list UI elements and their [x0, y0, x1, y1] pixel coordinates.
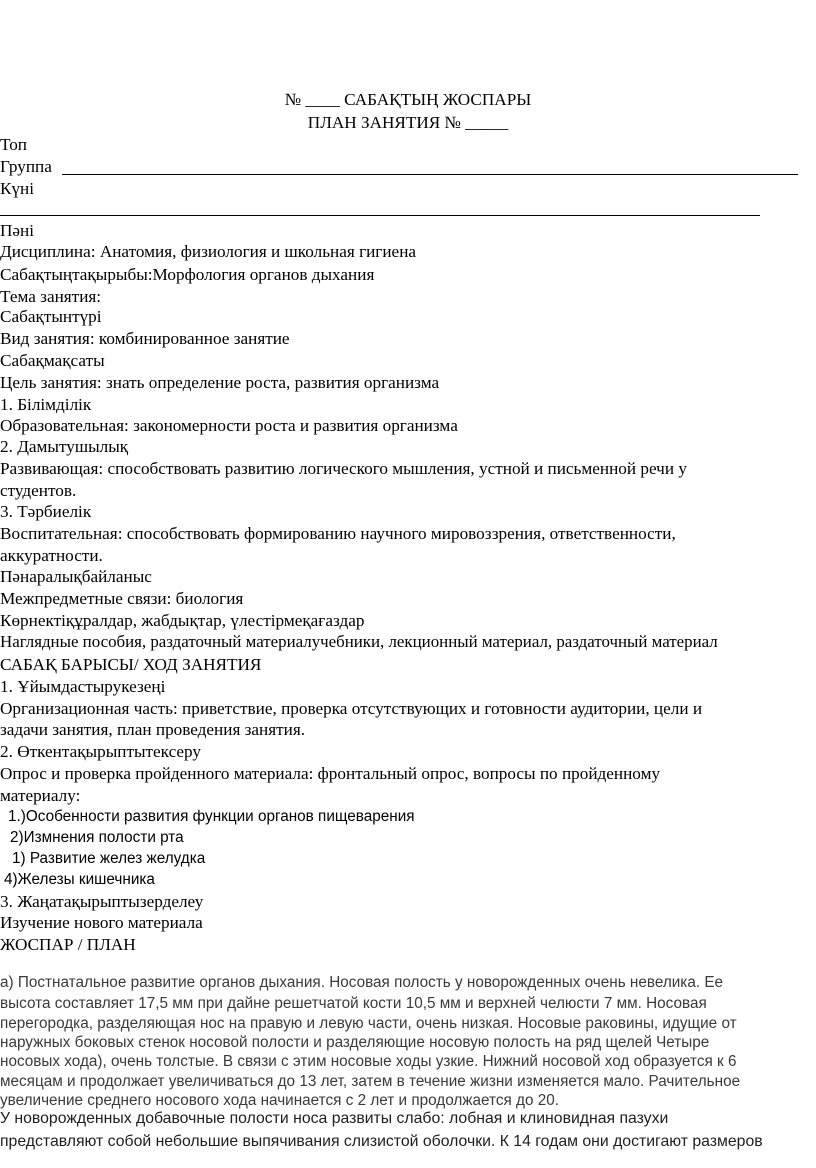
field-top: Топ — [0, 135, 27, 154]
stage-check-kz: 2. Өткентақырыптытексеру — [0, 742, 201, 761]
field-day: Күні — [0, 179, 35, 198]
para-a-line: увеличение среднего носового хода начинается с 2 лет и продолжается до 20. — [0, 1092, 560, 1109]
stage-org-ru-1: Организационная часть: приветствие, проверка отсутствующих и готовности аудитории, цели и — [0, 699, 703, 718]
title-ru: ПЛАН ЗАНЯТИЯ № _____ — [307, 113, 509, 132]
group-underline — [62, 174, 798, 175]
field-edu-ru: Образовательная: закономерности роста и развития организма — [0, 416, 458, 435]
para-a-line: а) Постнатальное развитие органов дыхания. Носовая полость у новорожденных очень невелика. Ее — [0, 974, 724, 991]
field-discipline: Дисциплина: Анатомия, физиология и школьная гигиена — [0, 242, 417, 261]
plan-heading: ЖОСПАР / ПЛАН — [0, 935, 136, 954]
day-underline — [0, 215, 760, 216]
field-topic-ru: Тема занятия: — [0, 287, 102, 306]
field-dev-kz: 2. Дамытушылық — [0, 437, 129, 456]
field-group: Группа — [0, 157, 52, 176]
para-a-line: носовых хода), очень толстые. В связи с этим носовые ходы узкие. Нижний носовой ход образуется к 6 — [0, 1053, 737, 1070]
field-dev-ru-1: Развивающая: способствовать развитию логического мышления, устной и письменной речи у — [0, 459, 687, 478]
field-inter-ru: Межпредметные связи: биология — [0, 589, 244, 608]
para-b-line: представляют собой небольшие выпячивания слизистой оболочки. К 14 годам они достигают размеров — [0, 1133, 763, 1150]
stage-check-ru-1: Опрос и проверка пройденного материала: фронтальный опрос, вопросы по пройденному — [0, 764, 661, 783]
field-dev-ru-2: студентов. — [0, 481, 77, 500]
field-subject-kz: Пәні — [0, 221, 35, 240]
field-upb-kz: 3. Тәрбиелік — [0, 502, 92, 521]
lesson-heading: САБАҚ БАРЫСЫ/ ХОД ЗАНЯТИЯ — [0, 655, 262, 674]
field-upb-ru-2: аккуратности. — [0, 546, 103, 565]
para-b-line: У новорожденных добавочные полости носа развиты слабо: лобная и клиновидная пазухи — [0, 1110, 669, 1127]
field-visual-kz: Көрнектіқұралдар, жабдықтар, үлестірмеқағаздар — [0, 611, 365, 630]
question-item: 4)Железы кишечника — [4, 871, 155, 888]
field-edu-kz: 1. Білімділік — [0, 395, 92, 414]
para-a-line: наружных боковых стенок носовой полости и разделяющие носовую полость на ряд щелей Четыре — [0, 1034, 710, 1051]
title-kz: № ____ САБАҚТЫҢ ЖОСПАРЫ — [284, 90, 532, 109]
para-a-line: месяцам и продолжает увеличиваться до 13 лет, затем в течение жизни изменяется мало. Рачительное — [0, 1073, 741, 1090]
stage-org-ru-2: задачи занятия, план проведения занятия. — [0, 720, 306, 739]
field-goals-ru: Цель занятия: знать определение роста, развития организма — [0, 373, 440, 392]
field-visual-ru: Наглядные пособия, раздаточный материалучебники, лекционный материал, раздаточный материал — [0, 632, 718, 651]
question-item: 1) Развитие желез желудка — [12, 850, 206, 867]
para-a-line: высота составляет 17,5 мм при дайне решетчатой кости 10,5 мм и верхней челюсти 7 мм. Носовая — [0, 995, 707, 1012]
question-item: 2)Измнения полости рта — [10, 829, 184, 846]
stage-new-kz: 3. Жаңатақырыптызерделеу — [0, 892, 204, 911]
stage-check-ru-2: материалу: — [0, 786, 81, 805]
stage-new-ru: Изучение нового материала — [0, 913, 203, 932]
para-a-line: перегородка, разделяющая нос на правую и левую части, очень низкая. Носовые раковины, идущие от — [0, 1015, 737, 1032]
field-type-ru: Вид занятия: комбинированное занятие — [0, 329, 290, 348]
field-inter-kz: Пәнаралықбайланыс — [0, 567, 152, 586]
field-type-kz: Сабақтынтүрі — [0, 307, 102, 326]
field-topic-kz: Сабақтыңтақырыбы:Морфология органов дыхания — [0, 265, 375, 284]
question-item: 1.)Особенности развития функции органов пищеварения — [8, 808, 415, 825]
field-upb-ru-1: Воспитательная: способствовать формированию научного мировоззрения, ответственности, — [0, 524, 676, 543]
field-goals-kz: Сабақмақсаты — [0, 351, 105, 370]
stage-org-kz: 1. Ұйымдастырукезеңі — [0, 677, 166, 696]
